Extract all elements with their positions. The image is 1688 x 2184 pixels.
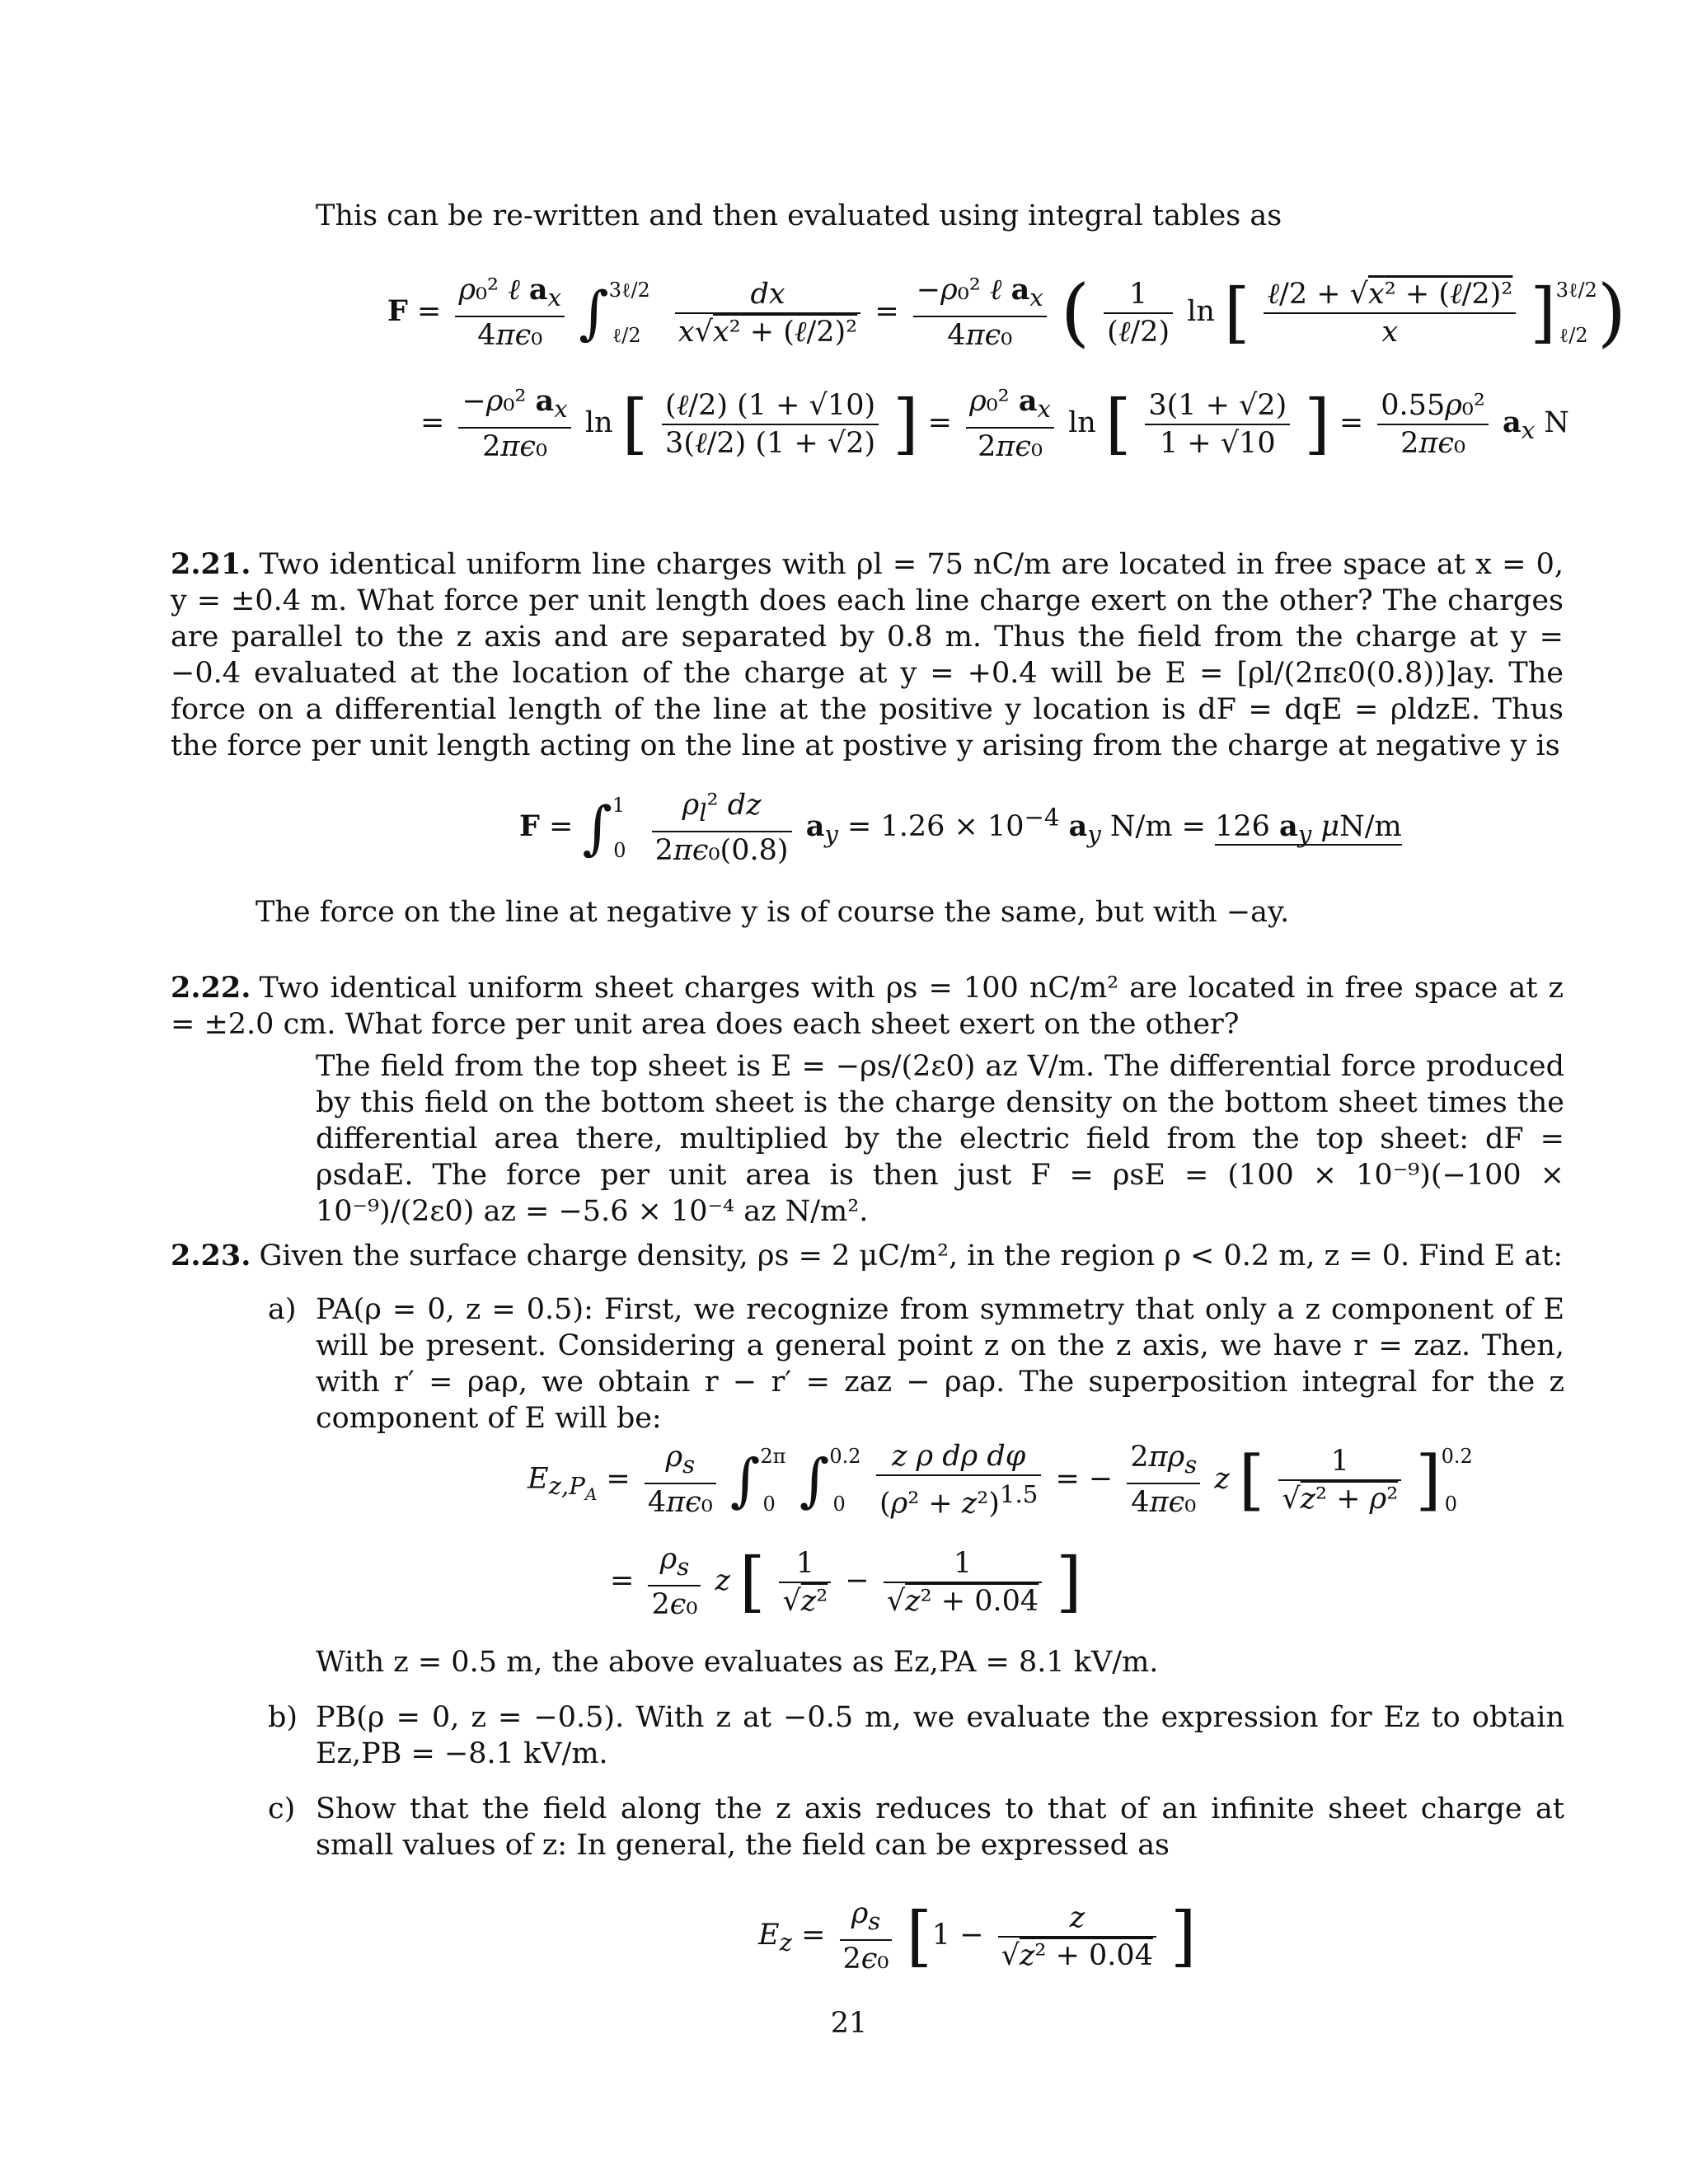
eq-frac: $\frac{1}{\text{√z² + 0.04}}$ bbox=[884, 1545, 1042, 1619]
problem-2-23 bbox=[171, 1238, 1564, 1274]
part-c-label: c) bbox=[268, 1793, 296, 1825]
problem-2-23-part-b bbox=[316, 1699, 1564, 1772]
problem-number: 2.23. bbox=[171, 1239, 251, 1272]
equation-2-21: F = ∫$^1$0 $\frac{\rho_l^2 dz}{\text{2πϵ₀(0.8)}}$ $a_y = 1.26 \times 10^{-4}$ $a_y$ N/m = 126 $a_y$ μN/m bbox=[519, 789, 1402, 867]
part-a-label: a) bbox=[268, 1293, 297, 1326]
part-a-result-text: With z = 0.5 m, the above evaluates as Ez,PA = 8.1 kV/m. bbox=[316, 1646, 1159, 1679]
eq-frac: $\frac{1}{\text{√z²}}$ bbox=[779, 1545, 831, 1619]
eq-frac: $\frac{1}{\text{(ℓ/2)}}$ bbox=[1104, 276, 1173, 350]
eq-frac: $\frac{\text{ℓ/2 + √x² + (ℓ/2)²}}{x}$ bbox=[1264, 276, 1516, 350]
problem-2-22 bbox=[171, 970, 1564, 1043]
eq-frac: $\frac{\rho_s}{\text{2ϵ₀}}$ bbox=[648, 1541, 701, 1623]
eq-frac: $\frac{\rho_s}{\text{2ϵ₀}}$ bbox=[840, 1896, 893, 1977]
problem-number: 2.21. bbox=[171, 547, 251, 581]
integral-sign: ∫ bbox=[582, 794, 612, 862]
equation-force-result: = $\frac{-\rho_0^2 a_x}{\text{2πϵ₀}}$ ln [ $\frac{\text{(ℓ/2) (1 + √10)}}{\text{3(ℓ/2) (1 + √2)}}$ ] = $\frac{\rho_0^2 a_x}{\text{2πϵ₀}}$ ln [ $\frac{3(1 + √2)}{1 + √10}$ ] = $\frac{\text{0.55ρ₀²}}{\text{2πϵ₀}}$ $a_x$ N bbox=[420, 384, 1569, 463]
problem-2-23-part-a-result bbox=[316, 1644, 1564, 1680]
problem-2-22-answer bbox=[316, 1048, 1564, 1230]
problem-text: Two identical uniform sheet charges with ρs = 100 nC/m² are located in free space at z = ±2.0 cm. What force per unit area does each sheet exert on the other? bbox=[171, 972, 1564, 1041]
eq-frac: $\frac{-\rho_0^2 a_x}{\text{2πϵ₀}}$ bbox=[458, 383, 570, 465]
eq-frac: $\frac{3(1 + √2)}{1 + √10}$ bbox=[1145, 387, 1290, 462]
eq-frac: $\frac{dx}{\text{x√x² + (ℓ/2)²}}$ bbox=[675, 276, 860, 350]
problem-2-23-part-c bbox=[316, 1791, 1564, 1863]
part-c-text: Show that the field along the z axis reduces to that of an infinite sheet charge at small values of z: In general, the field can be expressed as bbox=[316, 1793, 1564, 1862]
eq-frac: $\frac{-\rho_0^2 \ell a_x}{\text{4πϵ₀}}$ bbox=[913, 272, 1047, 354]
eq-frac: $\frac{\text{0.55ρ₀²}}{\text{2πϵ₀}}$ bbox=[1377, 387, 1489, 462]
eq-frac: $\frac{\rho_l^2 dz}{\text{2πϵ₀(0.8)}}$ bbox=[652, 787, 792, 869]
problem-number: 2.22. bbox=[171, 971, 251, 1005]
eq-frac: $\frac{\rho_s}{\text{4πϵ₀}}$ bbox=[645, 1439, 716, 1521]
problem-2-21-conclusion bbox=[256, 894, 1566, 930]
part-a-text: PA(ρ = 0, z = 0.5): First, we recognize from symmetry that only a z component of E will be present. Considering a general point z on the z axis, we have r = zaz. Then, with r′ = ρaρ, we obtain r − r′ = zaz − ρaρ. The superposition integral for the z component of E will be: bbox=[316, 1293, 1564, 1435]
equation-2-23c: $E_z$ = $\frac{\rho_s}{\text{2ϵ₀}}$ [1 − $\frac{z}{\text{√z² + 0.04}}$ ] bbox=[758, 1897, 1197, 1975]
eq-frac: $\frac{\text{z ρ dρ dφ}}{(\rho^2 + z^2)^{1.5}}$ bbox=[876, 1438, 1041, 1522]
problem-2-23-part-a bbox=[316, 1291, 1564, 1436]
eq-bold-F: F bbox=[387, 294, 408, 328]
part-b-label: b) bbox=[268, 1701, 298, 1734]
answer-text: The field from the top sheet is E = −ρs/(2ε0) az V/m. The differential force produced by this field on the bottom sheet is the charge density on the bottom sheet times the differential area there, multiplied by the electric field from the top sheet: dF = ρsdaE. The force per unit area is then just F = ρsE = (100 × 10⁻⁹)(−100 × 10⁻⁹)/(2ε0) az = −5.6 × 10⁻⁴ az N/m². bbox=[316, 1050, 1564, 1228]
eq-frac: $\frac{\rho_0^2 \ell a_x}{\text{4πϵ₀}}$ bbox=[455, 272, 565, 354]
eq-frac: $\frac{z}{\text{√z² + 0.04}}$ bbox=[998, 1900, 1156, 1974]
equation-force-integral: F = $\frac{\rho_0^2 \ell a_x}{\text{4πϵ₀}}$ ∫$^{3\ell/2}$ℓ/2 $\frac{dx}{\text{x√x² + (ℓ/2)²}}$ = $\frac{-\rho_0^2 \ell a_x}{\text{4πϵ₀}}$ ( $\frac{1}{\text{(ℓ/2)}}$ ln [ $\frac{\text{ℓ/2 + √x² + (ℓ/2)²}}{x}$ ]$^{3\ell/2}$ℓ/2 ) bbox=[387, 269, 1626, 356]
eq-frac: $\frac{\rho_0^2 a_x}{\text{2πϵ₀}}$ bbox=[966, 383, 1054, 465]
eq-frac: $\frac{\text{(ℓ/2) (1 + √10)}}{\text{3(ℓ/2) (1 + √2)}}$ bbox=[662, 387, 879, 462]
eq-frac: $\frac{1}{\text{√z² + ρ²}}$ bbox=[1278, 1443, 1401, 1517]
intro-text-content: This can be re-written and then evaluated using integral tables as bbox=[316, 199, 1282, 232]
problem-text: Two identical uniform line charges with ρl = 75 nC/m are located in free space at x = 0, y = ±0.4 m. What force per unit length does each line charge exert on the other? The charges are parallel to the z axis and are separated by 0.8 m. Thus the field from the charge at y = −0.4 evaluated at the location of the charge at y = +0.4 will be E = [ρl/(2πε0(0.8))]ay. The force on a differential length of the line at the positive y location is dF = dqE = ρldzE. Thus the force per unit length acting on the line at postive y arising from the charge at negative y is bbox=[171, 548, 1564, 762]
page-number: 21 bbox=[830, 2007, 868, 2040]
equation-2-23a-result: = $\frac{\rho_s}{\text{2ϵ₀}}$ z [ $\frac{1}{\text{√z²}}$ − $\frac{1}{\text{√z² + 0.04}}$ ] bbox=[610, 1543, 1082, 1621]
equation-2-23a-integral: $E_{z,P_A}$ = $\frac{\rho_s}{\text{4πϵ₀}}$ ∫$^{2\pi}$0 ∫$^{0.2}$0 $\frac{\text{z ρ dρ dφ}}{(\rho^2 + z^2)^{1.5}}$ = − $\frac{2\pi\rho_s}{\text{4πϵ₀}}$ z [ $\frac{1}{\text{√z² + ρ²}}$ ]$^{0.2}$0 bbox=[528, 1440, 1473, 1521]
part-b-text: PB(ρ = 0, z = −0.5). With z at −0.5 m, we evaluate the expression for Ez to obtain Ez,PB = −8.1 kV/m. bbox=[316, 1701, 1564, 1770]
problem-2-21 bbox=[171, 546, 1564, 764]
conclusion-text: The force on the line at negative y is of course the same, but with −ay. bbox=[256, 896, 1290, 929]
intro-text bbox=[316, 198, 1568, 234]
integral-sign: ∫ bbox=[579, 279, 609, 347]
problem-text: Given the surface charge density, ρs = 2 μC/m², in the region ρ < 0.2 m, z = 0. Find E at: bbox=[259, 1240, 1564, 1272]
eq-frac: $\frac{2\pi\rho_s}{\text{4πϵ₀}}$ bbox=[1127, 1439, 1200, 1521]
